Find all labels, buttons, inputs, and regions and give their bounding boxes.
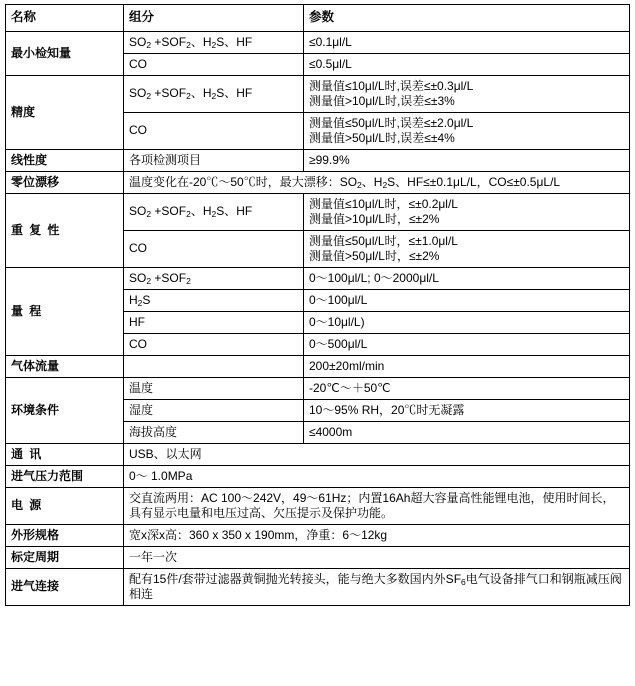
cell-component: $SO_2 +SOF_2$ [124,267,304,289]
row-name-power: 电 源 [6,487,124,524]
row-name-communication: 通 讯 [6,443,124,465]
cell-component: CO [124,112,304,149]
cell-component: $SO_2 +SOF_2$、$H_2S$、HF [124,31,304,53]
row-name-environment: 环境条件 [6,377,124,443]
cell-component: $SO_2 +SOF_2$、$H_2S$、HF [124,193,304,230]
cell-parameter: USB、以太网 [124,443,630,465]
table-row [6,465,630,487]
specification-table [5,4,630,606]
cell-parameter: ≤0.5μl/L [304,53,630,75]
cell-parameter: 0～10μl/L) [304,311,630,333]
cell-component [124,355,304,377]
cell-parameter: ≤4000m [304,421,630,443]
header-cell-parameter: 参数 [304,5,630,32]
header-cell-name: 名称 [6,5,124,32]
row-name-calibration-cycle: 标定周期 [6,546,124,568]
cell-parameter: ≤0.1μl/L [304,31,630,53]
cell-parameter: 交直流两用：AC 100～242V，49～61Hz；内置16Ah超大容量高性能锂电池，使用时间长，具有显示电量和电压过高、欠压提示及保护功能。 [124,487,630,524]
cell-component: 温度 [124,377,304,399]
cell-parameter: 测量值≤50μl/L时，≤±1.0μl/L 测量值>50μl/L时，≤±2% [304,230,630,267]
row-name-gas-flow: 气体流量 [6,355,124,377]
row-name-inlet-connection: 进气连接 [6,568,124,605]
header-cell-component: 组分 [124,5,304,32]
table-row [6,75,630,112]
cell-parameter: 测量值≤10μl/L时,误差≤±0.3μl/L 测量值>10μl/L时,误差≤±3% [304,75,630,112]
row-name-inlet-pressure: 进气压力范围 [6,465,124,487]
row-name-repeatability: 重 复 性 [6,193,124,267]
row-name-accuracy: 精度 [6,75,124,149]
cell-parameter: 0～ 1.0MPa [124,465,630,487]
table-row [6,149,630,171]
table-row [6,171,630,193]
cell-parameter: 200±20ml/min [304,355,630,377]
table-row [6,546,630,568]
row-name-min-detection: 最小检知量 [6,31,124,75]
cell-parameter: ≥99.9% [304,149,630,171]
table-row [6,31,630,53]
table-header-row [6,5,630,32]
cell-parameter: 0～100μl/L; 0～2000μl/L [304,267,630,289]
cell-parameter: 10～95% RH，20℃时无凝露 [304,399,630,421]
table-row [6,355,630,377]
cell-component: CO [124,230,304,267]
table-row [6,443,630,465]
cell-parameter: 宽x深x高：360 x 350 x 190mm，净重：6～12kg [124,524,630,546]
cell-parameter: 温度变化在-20℃～50℃时，最大漂移：$SO_2$、$H_2S$、HF≤±0.1μL/L，CO≤±0.5μL/L [124,171,630,193]
row-name-range: 量 程 [6,267,124,355]
cell-component: $SO_2 +SOF_2$、$H_2S$、HF [124,75,304,112]
cell-parameter: 一年一次 [124,546,630,568]
row-name-linearity: 线性度 [6,149,124,171]
table-row [6,487,630,524]
row-name-zero-drift: 零位漂移 [6,171,124,193]
cell-parameter: 测量值≤50μl/L时,误差≤±2.0μl/L 测量值>50μl/L时,误差≤±4% [304,112,630,149]
cell-parameter: 0～500μl/L [304,333,630,355]
cell-component: CO [124,333,304,355]
cell-component: 海拔高度 [124,421,304,443]
cell-component: 湿度 [124,399,304,421]
cell-component: HF [124,311,304,333]
table-row [6,568,630,605]
cell-parameter: -20℃～＋50℃ [304,377,630,399]
cell-component: CO [124,53,304,75]
row-name-dimensions: 外形规格 [6,524,124,546]
cell-parameter: 配有15件/套带过滤器黄铜抛光转接头，能与绝大多数国内外$SF_6$电气设备排气口和钢瓶减压阀相连 [124,568,630,605]
table-row [6,524,630,546]
cell-parameter: 0～100μl/L [304,289,630,311]
cell-parameter: 测量值≤10μl/L时，≤±0.2μl/L 测量值>10μl/L时，≤±2% [304,193,630,230]
table-row [6,193,630,230]
cell-component: $H_2S$ [124,289,304,311]
table-row [6,377,630,399]
table-row [6,267,630,289]
cell-component: 各项检测项目 [124,149,304,171]
